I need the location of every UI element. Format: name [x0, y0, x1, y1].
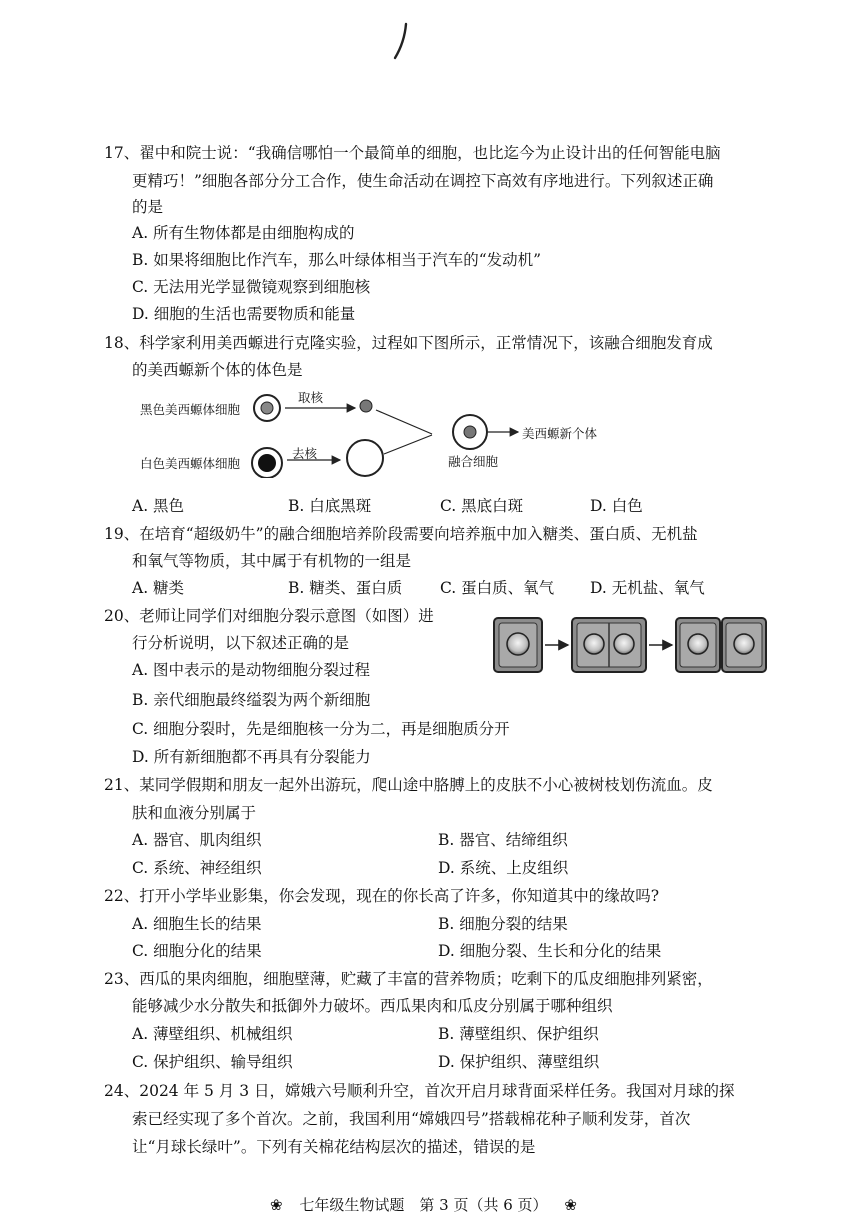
cell-division-diagram — [492, 614, 772, 676]
label-new-individual: 美西螈新个体 — [522, 426, 598, 441]
q18-option-a: A. 黑色 — [132, 497, 185, 515]
q19-option-b: B. 糖类、蛋白质 — [288, 579, 403, 597]
parent-cell — [494, 618, 542, 672]
q17-stem-line-1: 17、翟中和院士说：“我确信哪怕一个最简单的细胞，也比迄今为止设计出的任何智能电脑 — [104, 144, 721, 162]
q20-stem-line-1: 20、老师让同学们对细胞分裂示意图（如图）进 — [104, 607, 434, 625]
q17-stem-line-2: 更精巧！”细胞各部分分工合作，使生命活动在调控下高效有序地进行。下列叙述正确 — [132, 172, 714, 190]
q17-stem-line-3: 的是 — [132, 198, 164, 216]
q22-option-b: B. 细胞分裂的结果 — [438, 915, 568, 933]
q18-option-c: C. 黑底白斑 — [440, 497, 524, 515]
white-cell — [252, 448, 282, 478]
label-black-cell: 黑色美西螈体细胞 — [140, 402, 241, 417]
extracted-nucleus — [360, 400, 372, 412]
q23-stem-line-2: 能够减少水分散失和抵御外力破坏。西瓜果肉和瓜皮分别属于哪种组织 — [132, 997, 613, 1015]
q21-stem-line-1: 21、某同学假期和朋友一起外出游玩，爬山途中胳膊上的皮肤不小心被树枝划伤流血。皮 — [104, 776, 713, 794]
q21-option-c: C. 系统、神经组织 — [132, 859, 262, 877]
q18-stem-line-1: 18、科学家利用美西螈进行克隆实验，过程如下图所示，正常情况下，该融合细胞发育成 — [104, 334, 713, 352]
q24-stem-line-3: 让“月球长绿叶”。下列有关棉花结构层次的描述，错误的是 — [132, 1138, 536, 1156]
q17-option-b: B. 如果将细胞比作汽车，那么叶绿体相当于汽车的“发动机” — [132, 251, 542, 269]
q18-option-b: B. 白底黑斑 — [288, 497, 372, 515]
q23-stem-line-1: 23、西瓜的果肉细胞，细胞壁薄，贮藏了丰富的营养物质；吃剩下的瓜皮细胞排列紧密， — [104, 970, 713, 988]
q20-option-a: A. 图中表示的是动物细胞分裂过程 — [132, 661, 371, 679]
q19-option-d: D. 无机盐、氧气 — [590, 579, 705, 597]
q17-option-d: D. 细胞的生活也需要物质和能量 — [132, 305, 356, 323]
q18-option-d: D. 白色 — [590, 497, 643, 515]
q21-stem-line-2: 肤和血液分别属于 — [132, 804, 257, 822]
converge-line-bottom — [384, 435, 432, 454]
label-remove-nucleus: 去核 — [292, 446, 318, 461]
label-take-nucleus: 取核 — [298, 390, 324, 405]
footer-text: 七年级生物试题 第 3 页（共 6 页） — [299, 1196, 548, 1214]
q22-option-c: C. 细胞分化的结果 — [132, 942, 262, 960]
q21-option-d: D. 系统、上皮组织 — [438, 859, 569, 877]
flower-icon-left: ❀ — [270, 1196, 283, 1214]
q22-stem-line-1: 22、打开小学毕业影集，你会发现，现在的你长高了许多，你知道其中的缘故吗? — [104, 887, 660, 905]
q20-option-c: C. 细胞分裂时，先是细胞核一分为二，再是细胞质分开 — [132, 720, 510, 738]
label-fused-cell: 融合细胞 — [448, 454, 499, 469]
q20-option-b: B. 亲代细胞最终缢裂为两个新细胞 — [132, 691, 371, 709]
label-white-cell: 白色美西螈体细胞 — [140, 456, 241, 471]
q19-option-c: C. 蛋白质、氧气 — [440, 579, 555, 597]
q24-stem-line-2: 索已经实现了多个首次。之前，我国利用“嫦娥四号”搭载棉花种子顺利发芽，首次 — [132, 1110, 691, 1128]
converge-line-top — [376, 410, 432, 434]
q19-option-a: A. 糖类 — [132, 579, 185, 597]
q19-stem-line-1: 19、在培育“超级奶牛”的融合细胞培养阶段需要向培养瓶中加入糖类、蛋白质、无机盐 — [104, 525, 698, 543]
q20-stem-line-2: 行分析说明，以下叙述正确的是 — [132, 634, 350, 652]
q18-stem-line-2: 的美西螈新个体的体色是 — [132, 361, 303, 379]
q21-option-a: A. 器官、肌肉组织 — [132, 831, 262, 849]
q24-stem-line-1: 24、2024 年 5 月 3 日，嫦娥六号顺利升空，首次开启月球背面采样任务。我国对月球的探 — [104, 1082, 735, 1100]
black-cell — [254, 395, 280, 421]
fused-cell — [453, 415, 487, 449]
page-footer — [270, 1194, 577, 1215]
q23-option-c: C. 保护组织、输导组织 — [132, 1053, 293, 1071]
q23-option-d: D. 保护组织、薄壁组织 — [438, 1053, 600, 1071]
q21-option-b: B. 器官、结缔组织 — [438, 831, 568, 849]
q17-option-a: A. 所有生物体都是由细胞构成的 — [132, 224, 355, 242]
q19-stem-line-2: 和氧气等物质，其中属于有机物的一组是 — [132, 552, 412, 570]
dividing-cell — [572, 618, 646, 672]
pen-mark — [392, 22, 412, 62]
q17-option-c: C. 无法用光学显微镜观察到细胞核 — [132, 278, 371, 296]
q23-option-a: A. 薄壁组织、机械组织 — [132, 1025, 293, 1043]
q20-option-d: D. 所有新细胞都不再具有分裂能力 — [132, 748, 371, 766]
enucleated-cell — [347, 440, 383, 476]
daughter-cells — [676, 618, 766, 672]
flower-icon-right: ❀ — [564, 1196, 577, 1214]
q22-option-a: A. 细胞生长的结果 — [132, 915, 262, 933]
q22-option-d: D. 细胞分裂、生长和分化的结果 — [438, 942, 662, 960]
q23-option-b: B. 薄壁组织、保护组织 — [438, 1025, 599, 1043]
cell-division-figure — [492, 614, 772, 676]
clone-experiment-figure — [140, 388, 620, 478]
